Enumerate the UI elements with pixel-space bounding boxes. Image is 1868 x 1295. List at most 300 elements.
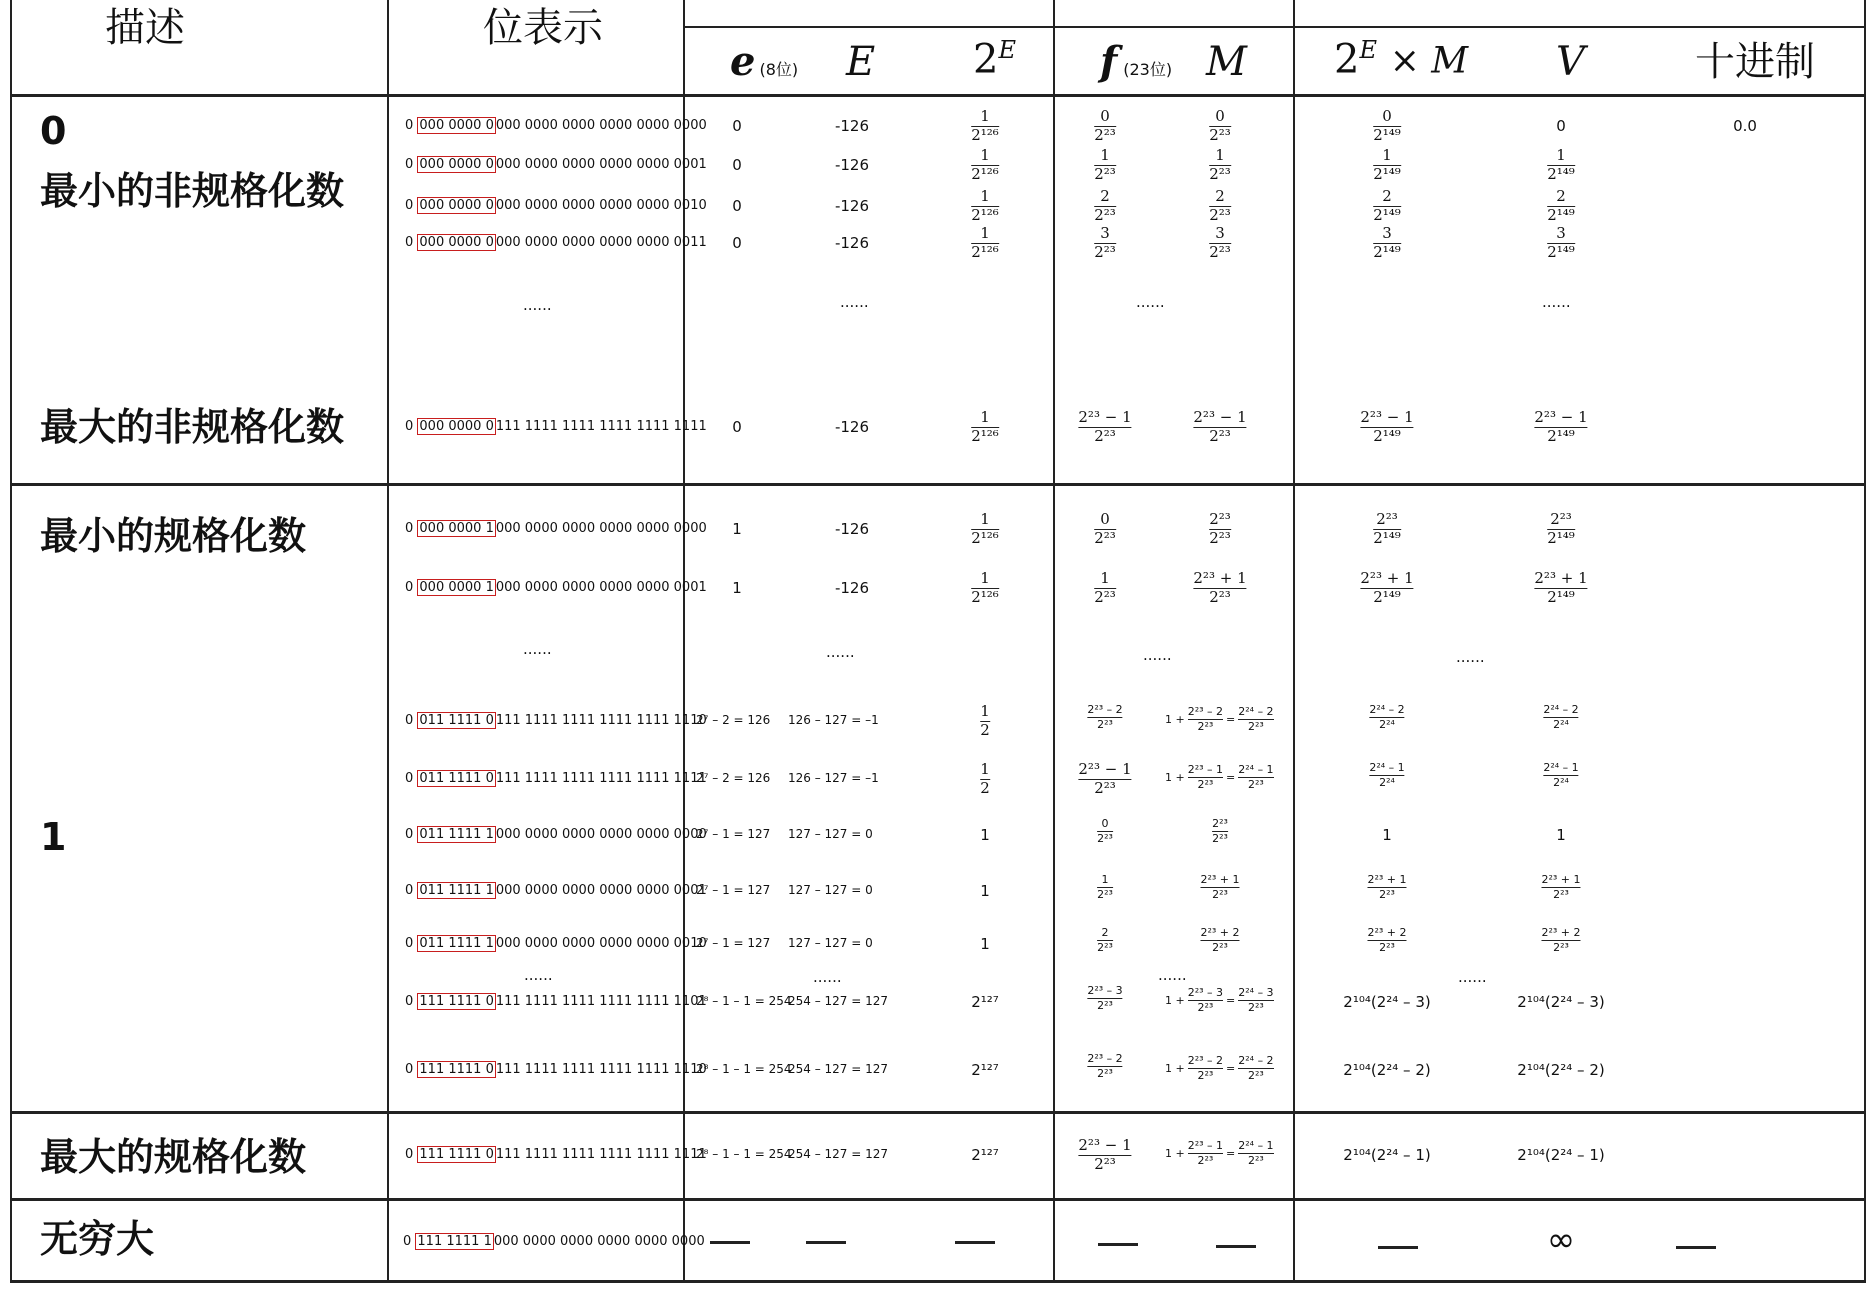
eq-equals: = [1226,1146,1236,1160]
value-f-den: 2²³ [1094,528,1116,547]
value-V: 2¹⁰⁴(2²⁴ – 2) [1517,1061,1605,1079]
bit-representation [405,581,707,594]
value-2EM-num: 0 [1382,107,1392,125]
value-M-num: 1 [1215,146,1225,164]
value-2EM-num: 1 [1382,146,1392,164]
value-E: -126 [834,579,870,597]
value-2EM-num: 2²⁴ – 2 [1369,703,1405,716]
value-M [1209,226,1231,261]
value-V: 1 [1556,826,1566,844]
value-f-num: 0 [1100,107,1110,125]
exponent-box: 111 1111 0 [419,1062,494,1077]
value-2EM-den: 2²⁴ [1379,775,1395,789]
value-2EM-den: 2¹⁴⁹ [1373,426,1401,445]
col-divider-4 [1293,0,1295,1282]
value-2E-den: 2¹²⁶ [971,587,999,606]
value-f-den: 2²³ [1094,1154,1116,1173]
header-M: M [1206,39,1247,85]
value-f-den: 2²³ [1097,940,1113,954]
sign-bit: 0 [405,936,418,951]
eq-frac-1-den: 2²³ [1197,777,1214,791]
value-f-den: 2²³ [1097,1066,1113,1080]
value-V-num: 2²⁴ – 1 [1543,761,1579,774]
value-M-num: 2²³ + 1 [1200,873,1240,886]
value-2E [971,512,999,547]
value-f-num: 2²³ – 3 [1087,984,1123,997]
bit-representation [405,199,707,212]
exponent-box: 000 0000 1 [419,521,494,536]
value-2EM: 2¹⁰⁴(2²⁴ – 1) [1343,1146,1431,1164]
bit-representation [405,420,707,433]
value-f-num: 1 [1101,873,1109,886]
value-2EM-den: 2¹⁴⁹ [1373,528,1401,547]
value-f [1097,874,1113,900]
value-V-den: 2¹⁴⁹ [1547,242,1575,261]
value-f-den: 2²³ [1094,164,1116,183]
col-divider-3 [1053,0,1055,1282]
value-2EM [1367,874,1406,900]
value-e: 0 [732,117,742,135]
value-2E-den: 2¹²⁶ [971,205,999,224]
header-bits: 位表示 [483,5,603,51]
value-2E [980,762,990,797]
value-2E: 1 [980,882,990,900]
value-M-den: 2²³ [1209,587,1231,606]
value-f-den: 2²³ [1097,717,1113,731]
dash-dec [1676,1246,1716,1249]
eq-one-plus: 1 + [1165,712,1185,726]
value-V: ∞ [1546,1220,1576,1260]
fraction-bits: 000 0000 0000 0000 0000 0000 [495,521,707,536]
bit-representation [405,158,707,171]
value-2E [980,704,990,739]
fraction-bits: 000 0000 0000 0000 0000 0001 [495,580,707,595]
value-E: -126 [834,156,870,174]
value-2E: 1 [980,826,990,844]
ellipsis: ...... [840,293,869,311]
sign-bit: 0 [405,198,418,213]
value-2E [971,410,999,445]
value-M [1212,818,1228,844]
value-e: 1 [732,520,742,538]
ellipsis: ...... [1456,648,1485,666]
value-f-den: 2²³ [1097,887,1113,901]
value-E: -126 [834,520,870,538]
value-2E-den: 2¹²⁶ [971,125,999,144]
eq-equals: = [1226,712,1236,726]
value-M-den: 2²³ [1209,528,1231,547]
sign-bit: 0 [405,994,418,1009]
value-M-equation [1165,987,1274,1013]
table-border-right [1864,0,1866,1282]
value-f [1094,226,1116,261]
value-e: 0 [732,156,742,174]
sign-bit: 0 [405,713,418,728]
value-V-num: 1 [1556,146,1566,164]
value-2E-num: 1 [980,510,990,528]
eq-frac-2 [1238,764,1273,790]
value-decimal: 0.0 [1733,117,1757,135]
value-V: 2¹⁰⁴(2²⁴ – 1) [1517,1146,1605,1164]
sign-bit: 0 [405,521,418,536]
fraction-bits: 000 0000 0000 0000 0000 0000 [495,827,707,842]
section-line-2 [10,1111,1866,1114]
eq-frac-2-den: 2²³ [1247,1153,1264,1167]
ellipsis: ...... [1458,968,1487,986]
sign-bit: 0 [405,419,418,434]
exponent-box: 111 1111 1 [417,1234,492,1249]
value-M-num: 2²³ [1212,817,1228,830]
value-E: -126 [834,117,870,135]
value-V-num: 3 [1556,224,1566,242]
value-e: 2⁷ – 1 = 127 [696,936,771,950]
exponent-box: 000 0000 0 [419,235,494,250]
eq-one-plus: 1 + [1165,993,1185,1007]
eq-equals: = [1226,1061,1236,1075]
value-e: 2⁸ – 1 – 1 = 254 [696,1062,792,1076]
value-2EM-den: 2²³ [1379,940,1395,954]
value-M [1200,874,1239,900]
value-2E-num: 1 [980,408,990,426]
fraction-bits: 000 0000 0000 0000 0000 0000 [493,1234,705,1249]
desc-inf: 无穷大 [40,1217,155,1261]
bit-representation [405,937,707,950]
header-bottom-line [10,94,1866,97]
eq-equals: = [1226,993,1236,1007]
header-2EM-rest: × M [1389,40,1469,82]
value-V-den: 2¹⁴⁹ [1547,587,1575,606]
value-2EM: 2¹⁰⁴(2²⁴ – 3) [1343,993,1431,1011]
value-2E: 2¹²⁷ [971,993,999,1011]
value-f [1097,927,1113,953]
value-V: 0 [1556,117,1566,135]
value-M-num: 2²³ − 1 [1193,408,1247,426]
desc-min-denorm: 最小的非规格化数 [40,169,345,213]
value-M-den: 2²³ [1212,940,1228,954]
value-E: 127 – 127 = 0 [788,936,873,950]
value-f-den: 2²³ [1097,831,1113,845]
header-f-symbol: f [1100,38,1118,85]
value-2EM-num: 2²³ [1376,510,1398,528]
value-2EM [1373,189,1401,224]
value-f-den: 2²³ [1094,205,1116,224]
header-2E-base: 2 [973,36,999,83]
value-2EM [1367,927,1406,953]
fraction-bits: 111 1111 1111 1111 1111 1111 [495,1147,707,1162]
eq-frac-2-num: 2²⁴ – 1 [1238,763,1274,776]
value-V-num: 2 [1556,187,1566,205]
ellipsis: ...... [1136,293,1165,311]
value-2EM-num: 2²⁴ – 1 [1369,761,1405,774]
value-f-num: 1 [1100,146,1110,164]
value-2E-num: 1 [980,107,990,125]
fraction-bits: 111 1111 1111 1111 1111 1110 [495,1062,707,1077]
value-e: 2⁸ – 1 – 1 = 254 [696,994,792,1008]
value-f-num: 2²³ − 1 [1078,408,1132,426]
value-e: 0 [732,234,742,252]
eq-frac-2 [1238,987,1273,1013]
eq-equals: = [1226,770,1236,784]
sign-bit: 0 [403,1234,416,1249]
ellipsis: ...... [1143,646,1172,664]
value-V-den: 2¹⁴⁹ [1547,528,1575,547]
fraction-bits: 000 0000 0000 0000 0000 0001 [495,883,707,898]
bit-representation [405,828,707,841]
eq-frac-2 [1238,1055,1273,1081]
fraction-bits: 000 0000 0000 0000 0000 0000 [495,118,707,133]
dash-2E [955,1241,995,1244]
exponent-box: 000 0000 0 [419,118,494,133]
value-M [1209,189,1231,224]
bit-representation [405,884,707,897]
dash-M [1216,1245,1256,1248]
value-V-den: 2¹⁴⁹ [1547,205,1575,224]
exponent-box: 000 0000 1 [419,580,494,595]
value-M-den: 2²³ [1209,242,1231,261]
desc-zero: 0 [40,109,67,153]
desc-one: 1 [40,815,67,859]
value-f [1087,1053,1122,1079]
value-e: 2⁷ – 1 = 127 [696,827,771,841]
exponent-box: 000 0000 0 [419,419,494,434]
value-f [1097,818,1113,844]
header-f [1100,38,1173,85]
value-V [1541,927,1580,953]
value-2E-den: 2¹²⁶ [971,164,999,183]
value-f [1078,1138,1131,1173]
value-E: 126 – 127 = –1 [788,713,879,727]
sign-bit: 0 [405,827,418,842]
value-M [1209,109,1231,144]
eq-frac-2-num: 2²⁴ – 3 [1238,986,1274,999]
value-2E-num: 1 [980,702,990,720]
eq-one-plus: 1 + [1165,770,1185,784]
header-e-symbol: e [730,38,756,85]
eq-one-plus: 1 + [1165,1061,1185,1075]
value-M-equation [1165,764,1274,790]
eq-one-plus: 1 + [1165,1146,1185,1160]
desc-max-norm: 最大的规格化数 [40,1135,307,1179]
eq-frac-1-den: 2²³ [1197,719,1214,733]
desc-max-denorm: 最大的非规格化数 [40,405,345,449]
header-2EM [1334,36,1469,83]
fraction-bits: 000 0000 0000 0000 0000 0001 [495,157,707,172]
fraction-bits: 111 1111 1111 1111 1111 1101 [495,994,707,1009]
value-E: -126 [834,197,870,215]
fraction-bits: 111 1111 1111 1111 1111 1111 [495,419,707,434]
value-2EM-num: 2²³ + 1 [1367,873,1407,886]
value-2EM [1373,512,1401,547]
eq-frac-1 [1188,764,1223,790]
exponent-box: 000 0000 0 [419,198,494,213]
value-V-den: 2¹⁴⁹ [1547,164,1575,183]
value-2EM [1360,571,1413,606]
sign-bit: 0 [405,235,418,250]
value-f [1094,189,1116,224]
value-f [1078,410,1131,445]
value-M [1209,148,1231,183]
sign-bit: 0 [405,883,418,898]
value-V-den: 2²³ [1553,887,1569,901]
value-2EM-num: 3 [1382,224,1392,242]
eq-frac-2-num: 2²⁴ – 2 [1238,705,1274,718]
value-2EM-den: 2¹⁴⁹ [1373,242,1401,261]
exponent-box: 011 1111 1 [419,827,494,842]
value-2EM: 1 [1382,826,1392,844]
value-E: 127 – 127 = 0 [788,827,873,841]
value-2E [971,189,999,224]
value-2E-num: 1 [980,224,990,242]
eq-frac-1 [1188,1140,1223,1166]
eq-frac-2-den: 2²³ [1247,777,1264,791]
eq-frac-2 [1238,706,1273,732]
value-e: 1 [732,579,742,597]
value-2E: 1 [980,935,990,953]
value-2E-num: 1 [980,187,990,205]
value-E: -126 [834,234,870,252]
eq-frac-1 [1188,706,1223,732]
value-M-den: 2²³ [1212,887,1228,901]
value-2E [971,571,999,606]
col-divider-1 [387,0,389,1282]
value-2EM: 2¹⁰⁴(2²⁴ – 2) [1343,1061,1431,1079]
value-2EM-den: 2¹⁴⁹ [1373,125,1401,144]
value-E: 254 – 127 = 127 [788,1062,889,1076]
value-M-den: 2²³ [1212,831,1228,845]
header-e [730,38,799,85]
value-M [1193,410,1246,445]
value-f [1094,512,1116,547]
eq-frac-1-den: 2²³ [1197,1153,1214,1167]
header-desc: 描述 [105,5,185,51]
value-E: 127 – 127 = 0 [788,883,873,897]
dash-f [1098,1243,1138,1246]
value-2E: 2¹²⁷ [971,1061,999,1079]
value-2EM [1373,109,1401,144]
dash-2EM [1378,1246,1418,1249]
eq-frac-1-num: 2²³ – 2 [1187,1054,1224,1067]
header-2E [973,36,1016,83]
dash-E [806,1241,846,1244]
col-divider-2 [683,0,685,1282]
sign-bit: 0 [405,157,418,172]
value-M-equation [1165,1055,1274,1081]
sign-bit: 0 [405,580,418,595]
value-2E-den: 2¹²⁶ [971,426,999,445]
eq-frac-2-num: 2²⁴ – 2 [1238,1054,1274,1067]
value-V [1543,704,1578,730]
value-V-num: 2²³ + 1 [1541,873,1581,886]
ellipsis: ...... [523,640,552,658]
value-2E [971,109,999,144]
value-E: 126 – 127 = –1 [788,771,879,785]
value-2E-num: 1 [980,760,990,778]
value-f-num: 2²³ – 2 [1087,1052,1123,1065]
header-2EM-base: 2 [1334,36,1360,83]
value-V-num: 2²⁴ – 2 [1543,703,1579,716]
value-M-den: 2²³ [1209,426,1231,445]
value-M-num: 2²³ + 2 [1200,926,1240,939]
value-V-num: 2²³ [1550,510,1572,528]
value-2EM-num: 2²³ − 1 [1360,408,1414,426]
value-M-num: 2²³ + 1 [1193,569,1247,587]
value-2E-num: 1 [980,146,990,164]
table-bottom-line [10,1280,1866,1283]
ellipsis: ...... [523,296,552,314]
value-V [1547,148,1575,183]
value-f-den: 2²³ [1094,587,1116,606]
value-V [1547,512,1575,547]
value-f-den: 2²³ [1094,778,1116,797]
bit-representation [403,1235,705,1248]
eq-frac-1-num: 2²³ – 2 [1187,705,1224,718]
bit-representation [405,236,707,249]
value-V-den: 2¹⁴⁹ [1547,426,1575,445]
value-2EM-den: 2²³ [1379,887,1395,901]
exponent-box: 011 1111 0 [419,771,494,786]
exponent-box: 000 0000 0 [419,157,494,172]
exponent-box: 011 1111 0 [419,713,494,728]
eq-frac-1 [1188,987,1223,1013]
value-2EM [1360,410,1413,445]
value-M-num: 2²³ [1209,510,1231,528]
value-E: -126 [834,418,870,436]
value-f [1078,762,1131,797]
fraction-bits: 000 0000 0000 0000 0000 0010 [495,936,707,951]
value-f-num: 2 [1101,926,1109,939]
sign-bit: 0 [405,1062,418,1077]
value-f-den: 2²³ [1094,426,1116,445]
value-V [1534,410,1587,445]
value-M [1209,512,1231,547]
value-f-num: 2²³ − 1 [1078,760,1132,778]
value-2EM-den: 2²⁴ [1379,717,1395,731]
value-e: 0 [732,418,742,436]
value-M [1200,927,1239,953]
fraction-bits: 000 0000 0000 0000 0000 0011 [495,235,707,250]
ellipsis: ...... [1542,293,1571,311]
header-E: E [846,39,876,85]
value-e: 2⁷ – 1 = 127 [696,883,771,897]
value-V-den: 2²⁴ [1553,717,1569,731]
sign-bit: 0 [405,771,418,786]
value-f [1087,704,1122,730]
value-2E-num: 1 [980,569,990,587]
ellipsis: ...... [813,968,842,986]
value-2EM [1373,226,1401,261]
bit-representation [405,1148,707,1161]
eq-frac-1 [1188,1055,1223,1081]
value-f-num: 3 [1100,224,1110,242]
eq-frac-1-den: 2²³ [1197,1000,1214,1014]
section-line-1 [10,483,1866,486]
desc-min-norm: 最小的规格化数 [40,514,307,558]
bit-representation [405,995,707,1008]
value-M-equation [1165,706,1274,732]
value-e: 2⁸ – 1 – 1 = 254 [696,1147,792,1161]
fraction-bits: 111 1111 1111 1111 1111 1111 [495,771,707,786]
exponent-box: 011 1111 1 [419,883,494,898]
value-V [1547,226,1575,261]
value-M-den: 2²³ [1209,125,1231,144]
value-M-den: 2²³ [1209,164,1231,183]
exponent-box: 011 1111 1 [419,936,494,951]
value-V [1541,874,1580,900]
value-f-num: 0 [1101,817,1109,830]
eq-frac-1-num: 2²³ – 1 [1187,763,1224,776]
fraction-bits: 000 0000 0000 0000 0000 0010 [495,198,707,213]
value-V: 2¹⁰⁴(2²⁴ – 3) [1517,993,1605,1011]
